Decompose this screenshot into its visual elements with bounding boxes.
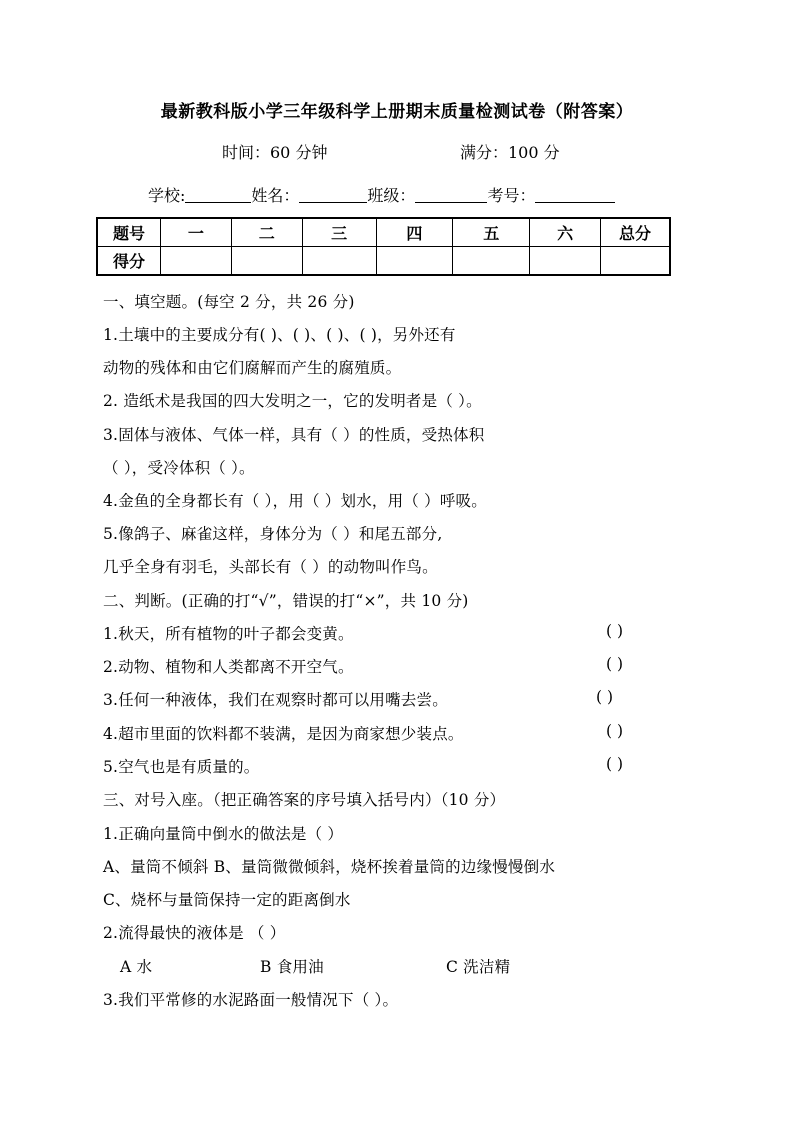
section3-heading: 三、对号入座。（把正确答案的序号填入括号内）（10 分） bbox=[103, 791, 506, 809]
time-label: 时间：60 分钟 bbox=[222, 143, 328, 162]
header-cell: 一 bbox=[160, 218, 231, 247]
s2-answer-paren-3[interactable]: ( ) bbox=[596, 688, 614, 706]
score-cell[interactable] bbox=[231, 247, 302, 276]
s1-q1-line2: 动物的残体和由它们腐解而产生的腐殖质。 bbox=[103, 359, 402, 377]
s3-q2-option-b: B 食用油 bbox=[260, 958, 324, 976]
s1-q5-line1: 5.像鸽子、麻雀这样，身体分为（ ）和尾五部分, bbox=[103, 525, 443, 543]
s2-answer-paren-2[interactable]: ( ) bbox=[606, 655, 624, 673]
s1-q2: 2. 造纸术是我国的四大发明之一，它的发明者是（ ）。 bbox=[103, 392, 482, 410]
s3-q1-option-c: C、烧杯与量筒保持一定的距离倒水 bbox=[103, 891, 351, 909]
s1-q4: 4.金鱼的全身都长有（ ），用（ ）划水，用（ ）呼吸。 bbox=[103, 492, 487, 510]
s3-q1: 1.正确向量筒中倒水的做法是（ ） bbox=[103, 825, 344, 843]
s2-item-5: 5.空气也是有质量的。 bbox=[103, 758, 260, 776]
score-cell[interactable] bbox=[376, 247, 453, 276]
s3-q3: 3.我们平常修的水泥路面一般情况下（ ）。 bbox=[103, 991, 399, 1009]
s3-q2-option-a: A 水 bbox=[120, 958, 153, 976]
score-row-label: 得分 bbox=[97, 247, 160, 276]
score-cell[interactable] bbox=[453, 247, 530, 276]
header-cell: 六 bbox=[530, 218, 601, 247]
header-cell: 题号 bbox=[97, 218, 160, 247]
s2-answer-paren-5[interactable]: ( ) bbox=[606, 755, 624, 773]
header-cell: 总分 bbox=[601, 218, 670, 247]
exam-no-blank[interactable] bbox=[535, 186, 615, 203]
header-cell: 二 bbox=[231, 218, 302, 247]
exam-no-label: 考号： bbox=[487, 186, 536, 205]
name-blank[interactable] bbox=[299, 186, 367, 203]
s1-q3-line2: （ ），受冷体积（ ）。 bbox=[103, 459, 255, 477]
school-label: 学校: bbox=[148, 186, 186, 205]
s2-item-2: 2.动物、植物和人类都离不开空气。 bbox=[103, 658, 354, 676]
score-label: 满分：100 分 bbox=[460, 143, 560, 162]
header-cell: 四 bbox=[376, 218, 453, 247]
s3-q2: 2.流得最快的液体是 （ ） bbox=[103, 924, 286, 942]
class-blank[interactable] bbox=[415, 186, 487, 203]
section2-heading: 二、判断。(正确的打“√”，错误的打“×”，共 10 分) bbox=[103, 592, 469, 610]
grade-table-score-row bbox=[97, 247, 670, 276]
s2-item-3: 3.任何一种液体，我们在观察时都可以用嘴去尝。 bbox=[103, 691, 448, 709]
s2-answer-paren-4[interactable]: ( ) bbox=[606, 722, 624, 740]
school-blank[interactable] bbox=[185, 186, 251, 203]
score-cell[interactable] bbox=[530, 247, 601, 276]
header-cell: 五 bbox=[453, 218, 530, 247]
grade-table-header-row bbox=[97, 218, 670, 247]
s2-answer-paren-1[interactable]: ( ) bbox=[606, 622, 624, 640]
s1-q5-line2: 几乎全身有羽毛，头部长有（ ）的动物叫作鸟。 bbox=[103, 558, 438, 576]
s1-q3-line1: 3.固体与液体、气体一样，具有（ ）的性质，受热体积 bbox=[103, 426, 485, 444]
exam-title: 最新教科版小学三年级科学上册期末质量检测试卷（附答案） bbox=[160, 102, 634, 122]
score-cell[interactable] bbox=[601, 247, 670, 276]
s3-q2-option-c: C 洗洁精 bbox=[446, 958, 511, 976]
name-label: 姓名： bbox=[251, 186, 300, 205]
s2-item-1: 1.秋天，所有植物的叶子都会变黄。 bbox=[103, 625, 354, 643]
s3-q1-options: A、量筒不倾斜 B、量筒微微倾斜，烧杯挨着量筒的边缘慢慢倒水 bbox=[103, 858, 556, 876]
s1-q1-line1: 1.土壤中的主要成分有( )、( )、( )、( )，另外还有 bbox=[103, 326, 456, 344]
header-cell: 三 bbox=[302, 218, 376, 247]
section1-heading: 一、填空题。(每空 2 分，共 26 分) bbox=[103, 293, 355, 311]
score-cell[interactable] bbox=[160, 247, 231, 276]
class-label: 班级： bbox=[367, 186, 416, 205]
s2-item-4: 4.超市里面的饮料都不装满，是因为商家想少装点。 bbox=[103, 725, 464, 743]
student-info-line bbox=[148, 183, 615, 206]
score-cell[interactable] bbox=[302, 247, 376, 276]
grade-table bbox=[96, 217, 671, 276]
